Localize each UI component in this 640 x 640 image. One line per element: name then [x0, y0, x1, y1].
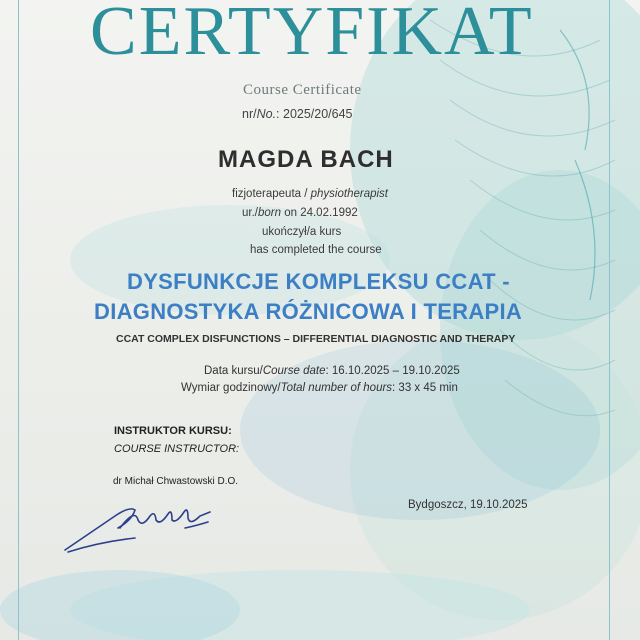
signature-image: [60, 498, 240, 558]
instructor-name: dr Michał Chwastowski D.O.: [113, 476, 239, 487]
birth-line: ur./born on 24.02.1992: [242, 207, 358, 219]
profession-line: fizjoterapeuta / physiotherapist: [232, 188, 388, 200]
course-title-line2: DIAGNOSTYKA RÓŻNICOWA I TERAPIA: [94, 299, 523, 324]
certificate-subtitle: Course Certificate: [243, 82, 362, 98]
place-and-date: Bydgoszcz, 19.10.2025: [408, 499, 528, 511]
recipient-name: MAGDA BACH: [218, 146, 394, 173]
course-hours: Wymiar godzinowy/Total number of hours: 33 x 45 min: [181, 382, 458, 394]
certificate-number: nr/No.: 2025/20/645: [242, 107, 353, 121]
completed-en: has completed the course: [250, 244, 382, 256]
instructor-label-en: COURSE INSTRUCTOR:: [114, 443, 240, 455]
course-title-line1: DYSFUNKCJE KOMPLEKSU CCAT -: [127, 269, 510, 294]
completed-pl: ukończył/a kurs: [262, 226, 342, 238]
course-title-en: CCAT COMPLEX DISFUNCTIONS – DIFFERENTIAL DIAGNOSTIC AND THERAPY: [116, 333, 516, 345]
course-date: Data kursu/Course date: 16.10.2025 – 19.10.2025: [204, 365, 460, 377]
certificate-title: CERTYFIKAT: [90, 0, 534, 70]
instructor-label-pl: INSTRUKTOR KURSU:: [114, 425, 232, 437]
